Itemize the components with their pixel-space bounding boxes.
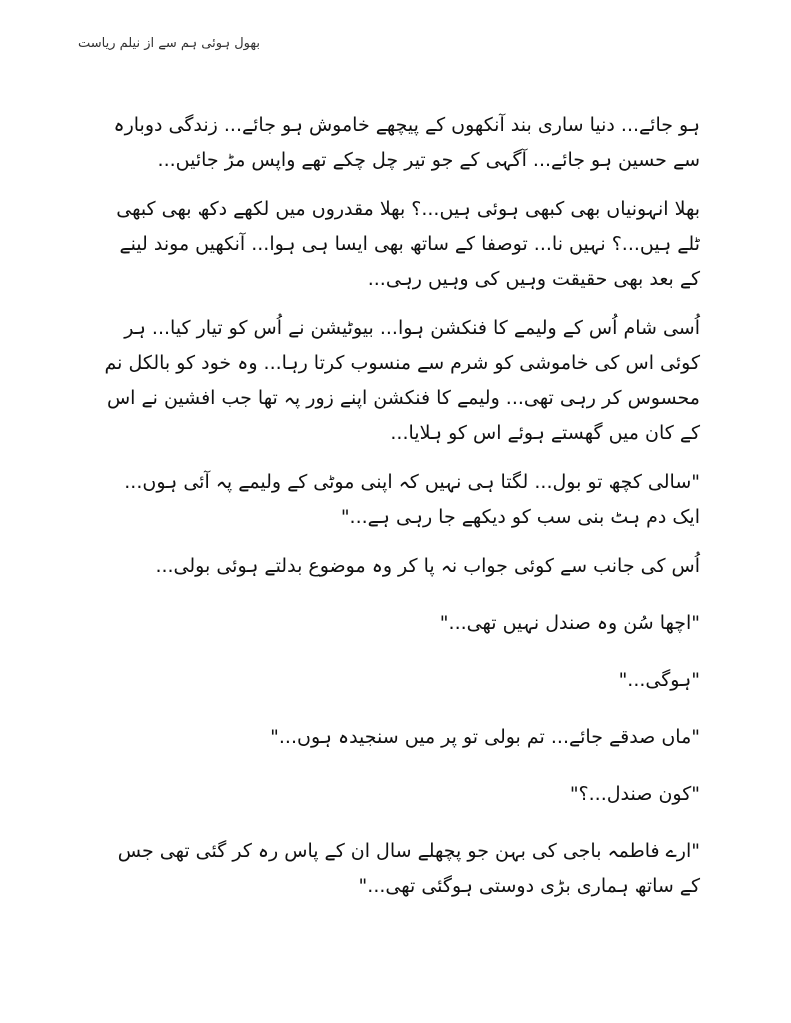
story-body [100,108,700,918]
paragraph: ہو جائے... دنیا ساری بند آنکھوں کے پیچھے خاموش ہو جائے... زندگی دوبارہ سے حسین ہو جائے... آگہی کے جو تیر چل چکے تھے واپس مڑ جائیں... [113,114,700,171]
paragraph: "سالی کچھ تو بول... لگتا ہی نہیں کہ اپنی موٹی کے ولیمے پہ آئی ہوں... ایک دم ہٹ بنی سب کو دیکھے جا رہی ہے..." [124,471,700,528]
dialogue-line: "ماں صدقے جائے... تم بولی تو پر میں سنجیدہ ہوں..." [270,726,700,748]
dialogue-line: "اچھا سُن وہ صندل نہیں تھی..." [439,612,700,634]
running-header: بھول ہوئی ہم سے از نیلم ریاست [77,36,260,51]
paragraph: اُس کی جانب سے کوئی جواب نہ پا کر وہ موضوع بدلتے ہوئی بولی... [155,555,700,577]
dialogue-line: "ارے فاطمہ باجی کی بہن جو پچھلے سال ان کے پاس رہ کر گئی تھی جس کے ساتھ ہماری بڑی دوستی ہوگئی تھی..." [117,840,700,897]
dialogue-line: "کون صندل...؟" [569,783,700,805]
paragraph: بھلا انہونیاں بھی کبھی ہوئی ہیں...؟ بھلا مقدروں میں لکھے دکھ بھی کبھی ٹلے ہیں...؟ نہیں نا... توصفا کے ساتھ بھی ایسا ہی ہوا... آنکھیں موند لینے کے بعد بھی حقیقت وہیں کی وہیں رہی... [116,198,700,290]
paragraph: اُسی شام اُس کے ولیمے کا فنکشن ہوا... بیوٹیشن نے اُس کو تیار کیا... ہر کوئی اس کی خاموشی کو شرم سے منسوب کرتا رہا... وہ خود کو بالکل نم محسوس کر رہی تھی... ولیمے کا فنکشن اپنے زور پہ تھا جب افشین نے اس کے کان میں گھستے ہوئے اس کو ہلایا... [104,317,700,444]
dialogue-line: "ہوگی..." [618,669,700,691]
